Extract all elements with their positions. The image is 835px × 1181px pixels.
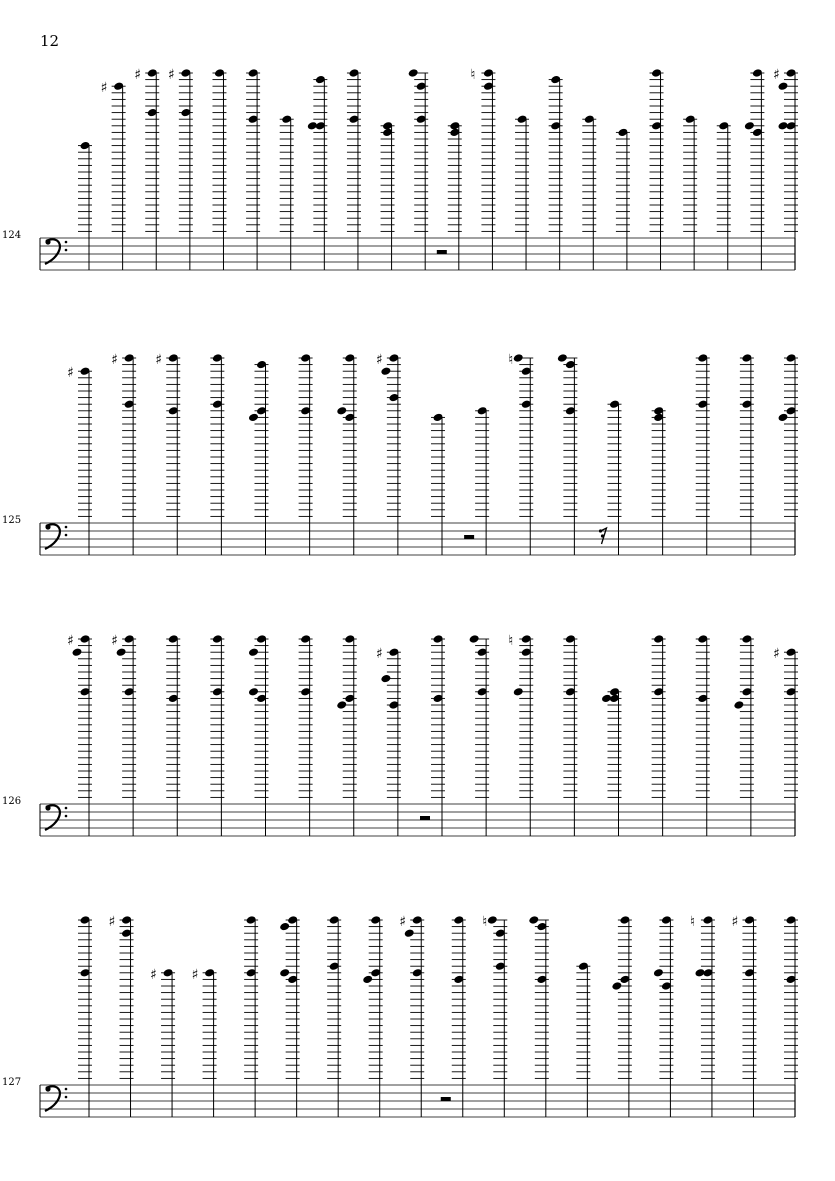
note-head: [513, 687, 524, 697]
chord: [778, 353, 798, 555]
chord: [652, 406, 666, 555]
chord: [376, 646, 401, 836]
chord: [696, 634, 710, 836]
chord: [78, 915, 92, 1117]
chord: [582, 114, 596, 270]
system-125: [40, 352, 798, 555]
chord: [508, 352, 533, 555]
chord: [111, 352, 136, 555]
chord: [740, 353, 754, 555]
accidental-icon: ♯: [100, 80, 108, 97]
chord: [784, 915, 798, 1117]
note-head: [307, 121, 318, 131]
chord: [299, 634, 313, 836]
accidental-icon: ♮: [508, 633, 514, 649]
chord: [611, 915, 631, 1117]
note-head: [362, 975, 373, 985]
sixteenth-rest-icon: [599, 528, 607, 544]
note-head: [513, 353, 524, 363]
chord: [381, 121, 395, 270]
note-head: [380, 674, 391, 684]
chord: [212, 68, 226, 270]
accidental-icon: ♮: [689, 914, 695, 930]
chord: [248, 634, 268, 836]
accidental-icon: ♯: [191, 966, 199, 983]
chord: [399, 914, 424, 1117]
accidental-icon: ♯: [731, 914, 739, 930]
chord: [347, 68, 361, 270]
accidental-icon: ♮: [508, 352, 514, 368]
note-head: [408, 68, 419, 78]
accidental-icon: ♯: [399, 914, 407, 930]
chord: [515, 114, 529, 270]
note-head: [778, 413, 789, 423]
chord: [168, 67, 193, 270]
chord: [563, 634, 577, 836]
accidental-icon: ♯: [167, 67, 175, 83]
chord: [508, 633, 533, 836]
chord: [448, 121, 462, 270]
chord: [731, 914, 756, 1117]
chord: [576, 961, 590, 1117]
chord: [557, 353, 577, 555]
bass-clef-icon: [45, 524, 67, 549]
note-head: [557, 353, 568, 363]
chord: [246, 68, 260, 270]
note-head: [248, 687, 259, 697]
chord: [616, 128, 630, 270]
chord: [431, 413, 445, 555]
chord: [210, 634, 224, 836]
note-head: [694, 968, 705, 978]
chord: [150, 967, 175, 1117]
chord: [475, 406, 489, 555]
chord: [155, 352, 180, 555]
chord: [408, 68, 428, 270]
chord: [549, 75, 563, 270]
half-rest-icon: [464, 535, 474, 539]
system-127: [40, 914, 798, 1117]
accidental-icon: ♯: [150, 966, 157, 983]
chord: [134, 67, 159, 270]
chord: [210, 353, 224, 555]
chord: [279, 915, 299, 1117]
chord: [67, 365, 92, 555]
accidental-icon: ♯: [108, 914, 116, 930]
chord: [452, 915, 466, 1117]
note-head: [248, 647, 259, 657]
chord: [248, 360, 268, 555]
measure-number-126: 126: [2, 796, 22, 807]
note-head: [653, 968, 664, 978]
chord: [469, 634, 489, 836]
chord: [244, 915, 258, 1117]
note-head: [336, 406, 347, 416]
chord: [362, 915, 382, 1117]
accidental-icon: ♯: [111, 633, 118, 649]
chord: [690, 914, 715, 1117]
chord: [280, 114, 294, 270]
chord: [696, 353, 710, 555]
bass-clef-icon: [45, 1086, 67, 1111]
note-head: [279, 968, 290, 978]
accidental-icon: ♯: [67, 365, 74, 382]
chord: [652, 634, 666, 836]
note-head: [336, 700, 347, 710]
chord: [166, 634, 180, 836]
half-rest-icon: [420, 816, 430, 820]
chord: [376, 352, 401, 555]
accidental-icon: ♯: [67, 633, 74, 649]
chord: [683, 114, 697, 270]
chord: [431, 634, 445, 836]
note-head: [528, 915, 539, 925]
note-head: [248, 413, 259, 423]
chord: [101, 80, 126, 270]
half-rest-icon: [437, 250, 447, 254]
chord: [192, 967, 217, 1117]
bass-clef-icon: [45, 805, 67, 830]
accidental-icon: ♮: [482, 914, 488, 930]
note-head: [611, 981, 622, 991]
note-head: [487, 915, 498, 925]
chord: [109, 914, 134, 1117]
chord: [717, 121, 731, 270]
measure-number-124: 124: [2, 230, 22, 241]
chord: [111, 633, 136, 836]
accidental-icon: ♯: [111, 352, 118, 368]
chord: [482, 914, 507, 1117]
system-124: [40, 67, 798, 270]
chord: [78, 141, 92, 270]
chord: [653, 915, 673, 1117]
chord: [773, 646, 798, 836]
half-rest-icon: [441, 1097, 451, 1101]
chord: [336, 634, 356, 836]
note-head: [744, 121, 755, 131]
chord: [470, 67, 495, 270]
chord: [336, 353, 356, 555]
chord: [773, 67, 798, 270]
chord: [327, 915, 341, 1117]
chord: [744, 68, 764, 270]
measure-number-127: 127: [2, 1077, 22, 1088]
chord: [528, 915, 548, 1117]
accidental-icon: ♯: [134, 67, 142, 83]
chord: [601, 687, 621, 836]
chord: [299, 353, 313, 555]
page-number: 12: [40, 32, 60, 50]
accidental-icon: ♯: [155, 352, 163, 368]
bass-clef-icon: [45, 239, 67, 264]
accidental-icon: ♯: [773, 67, 780, 83]
chord: [67, 633, 92, 836]
measure-number-125: 125: [2, 515, 22, 526]
chord: [608, 399, 622, 555]
chord: [650, 68, 664, 270]
accidental-icon: ♮: [470, 67, 476, 83]
note-head: [469, 634, 480, 644]
accidental-icon: ♯: [773, 646, 780, 663]
note-head: [601, 694, 612, 704]
chord: [307, 75, 327, 270]
chord: [733, 634, 753, 836]
note-head: [733, 700, 744, 710]
accidental-icon: ♯: [375, 646, 383, 663]
system-126: [40, 633, 798, 836]
note-head: [279, 922, 290, 932]
accidental-icon: ♯: [375, 352, 383, 368]
